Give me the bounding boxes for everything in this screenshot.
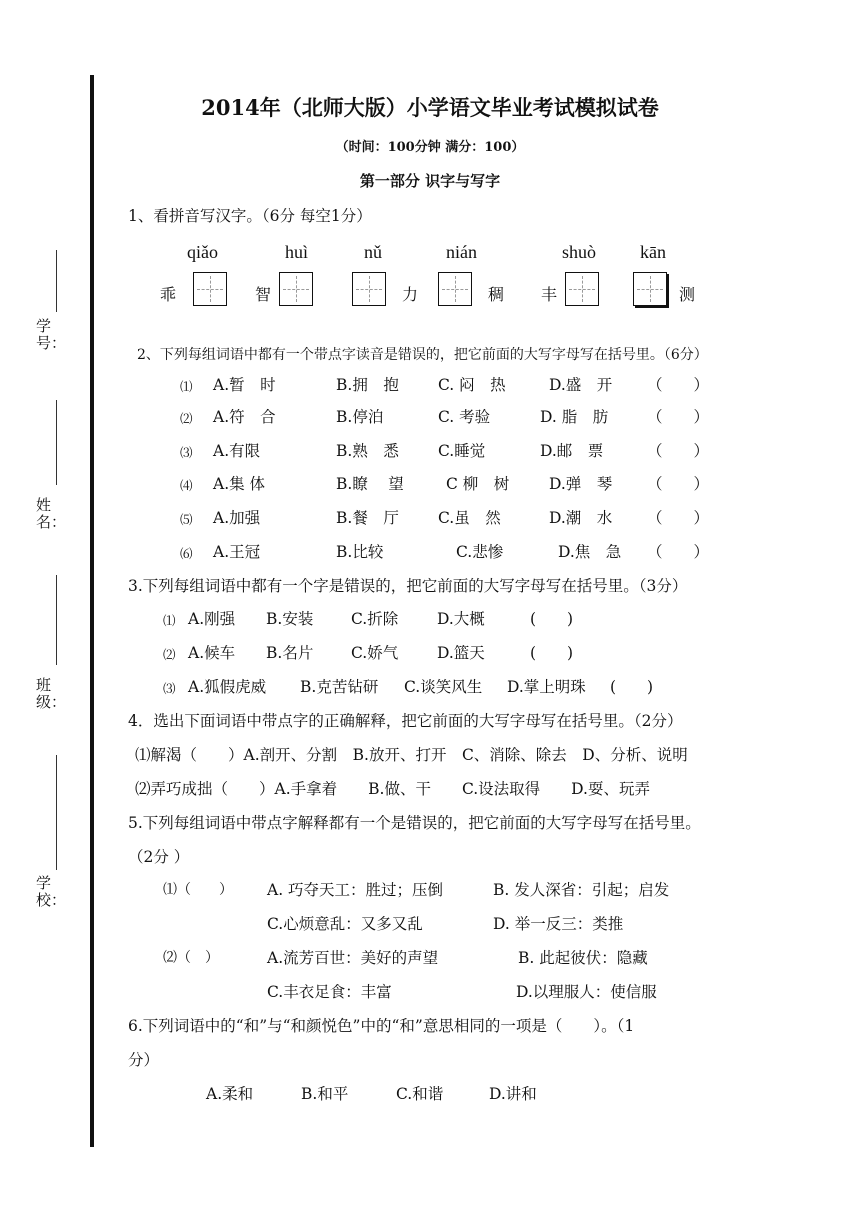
answer-parentheses[interactable]: ( ) bbox=[530, 610, 574, 628]
q2-stem: 2、下列每组词语中都有一个带点字读音是错误的，把它前面的大写字母写在括号里。（6分） bbox=[137, 347, 708, 363]
char-3: 力 bbox=[402, 285, 419, 304]
answer-parentheses[interactable]: （ ） bbox=[647, 376, 710, 394]
student-id-line bbox=[56, 250, 57, 312]
row-number: ⑹ bbox=[180, 546, 193, 561]
answer-box-3[interactable] bbox=[352, 272, 386, 306]
char-5: 丰 bbox=[541, 285, 558, 304]
row-number: ⑵ bbox=[163, 647, 176, 662]
row-number: ⑸ bbox=[180, 512, 193, 527]
char-4: 稠 bbox=[488, 285, 505, 304]
q5-g1-option-d: D. 举一反三：类推 bbox=[493, 915, 624, 933]
school-line bbox=[56, 755, 57, 870]
char-2: 智 bbox=[255, 285, 272, 304]
option-a: A.狐假虎威 bbox=[188, 678, 267, 696]
option-a: A.刚强 bbox=[188, 610, 236, 628]
answer-box-1[interactable] bbox=[193, 272, 227, 306]
option-a: A.加强 bbox=[213, 509, 261, 527]
q5-stem-continued: （2分 ） bbox=[128, 848, 190, 866]
answer-box-5[interactable] bbox=[565, 272, 599, 306]
q4-line-2: ⑵弄巧成拙（ ）A.手拿着 B.做、干 C.设法取得 D.耍、玩弄 bbox=[135, 780, 650, 798]
answer-parentheses[interactable]: （ ） bbox=[647, 475, 710, 493]
section-heading: 第一部分 识字与写字 bbox=[359, 172, 501, 190]
option-b: B.停泊 bbox=[336, 408, 384, 426]
q3-stem: 3.下列每组词语中都有一个字是错误的，把它前面的大写字母写在括号里。（3分） bbox=[128, 577, 688, 595]
option-d: D. 脂 肪 bbox=[540, 408, 609, 426]
q6-option-c: C.和谐 bbox=[396, 1085, 444, 1103]
q4-stem: 4．选出下面词语中带点字的正确解释，把它前面的大写字母写在括号里。（2分） bbox=[128, 712, 683, 730]
q5-g2-option-a: A.流芳百世：美好的声望 bbox=[267, 949, 439, 967]
row-number: ⑴ bbox=[180, 379, 193, 394]
pinyin-5: shuò bbox=[562, 242, 597, 262]
q6-option-a: A.柔和 bbox=[206, 1085, 254, 1103]
option-d: D.潮 水 bbox=[549, 509, 613, 527]
option-b: B.拥 抱 bbox=[336, 376, 399, 394]
pinyin-2: huì bbox=[285, 242, 309, 262]
answer-parentheses[interactable]: ( ) bbox=[530, 644, 574, 662]
option-a: A.候车 bbox=[188, 644, 236, 662]
q1-stem: 1、看拼音写汉字。（6分 每空1分） bbox=[128, 207, 372, 225]
q5-group-2-head[interactable]: ⑵（ ） bbox=[163, 950, 219, 966]
school-label: 学校： bbox=[36, 874, 67, 909]
option-c: C.娇气 bbox=[351, 644, 399, 662]
option-c: C.虽 然 bbox=[438, 509, 501, 527]
q5-stem: 5.下列每组词语中带点字解释都有一个是错误的，把它前面的大写字母写在括号里。 bbox=[128, 814, 701, 832]
row-number: ⑶ bbox=[163, 681, 176, 696]
student-id-label: 学号： bbox=[36, 317, 67, 352]
option-d: D.篮天 bbox=[437, 644, 485, 662]
class-label: 班级： bbox=[36, 676, 67, 711]
option-b: B.餐 厅 bbox=[336, 509, 399, 527]
option-c: C 柳 树 bbox=[446, 475, 510, 493]
name-line bbox=[56, 400, 57, 485]
option-d: D.盛 开 bbox=[549, 376, 613, 394]
option-b: B.熟 悉 bbox=[336, 442, 399, 460]
row-number: ⑷ bbox=[180, 478, 193, 493]
option-c: C.悲惨 bbox=[456, 543, 504, 561]
answer-parentheses[interactable]: （ ） bbox=[647, 509, 710, 527]
pinyin-3: nǔ bbox=[364, 242, 382, 262]
answer-parentheses[interactable]: （ ） bbox=[647, 543, 710, 561]
exam-time-score: （时间：100分钟 满分：100） bbox=[335, 140, 525, 155]
option-c: C. 闷 热 bbox=[438, 376, 506, 394]
q5-g2-option-d: D.以理服人：使信服 bbox=[516, 983, 657, 1001]
option-a: A.王冠 bbox=[213, 543, 261, 561]
answer-box-2[interactable] bbox=[279, 272, 313, 306]
pinyin-4: nián bbox=[446, 242, 477, 262]
q5-group-1-head[interactable]: ⑴（ ） bbox=[163, 882, 233, 898]
name-label: 姓名： bbox=[36, 496, 67, 531]
option-a: A.符 合 bbox=[213, 408, 276, 426]
option-b: B.比较 bbox=[336, 543, 384, 561]
binding-line bbox=[90, 75, 94, 1147]
option-d: D.掌上明珠 bbox=[507, 678, 586, 696]
option-b: B.瞭 望 bbox=[336, 475, 404, 493]
answer-parentheses[interactable]: ( ) bbox=[610, 678, 654, 696]
option-d: D.弹 琴 bbox=[549, 475, 613, 493]
option-a: A.有限 bbox=[213, 442, 261, 460]
q5-g1-option-a: A. 巧夺天工：胜过；压倒 bbox=[267, 881, 444, 899]
option-a: A.集 体 bbox=[213, 475, 266, 493]
char-6: 测 bbox=[679, 285, 696, 304]
q5-g1-option-c: C.心烦意乱：又多又乱 bbox=[267, 915, 423, 933]
option-b: B.名片 bbox=[266, 644, 314, 662]
answer-box-4[interactable] bbox=[438, 272, 472, 306]
class-line bbox=[56, 575, 57, 665]
option-b: B.克苦钻研 bbox=[300, 678, 379, 696]
answer-parentheses[interactable]: （ ） bbox=[647, 408, 710, 426]
option-b: B.安装 bbox=[266, 610, 314, 628]
option-c: C.睡觉 bbox=[438, 442, 486, 460]
answer-parentheses[interactable]: （ ） bbox=[647, 442, 710, 460]
pinyin-6: kān bbox=[640, 242, 666, 262]
option-a: A.暂 时 bbox=[213, 376, 276, 394]
answer-box-6[interactable] bbox=[633, 272, 667, 306]
pinyin-1: qiǎo bbox=[187, 242, 218, 262]
q5-g2-option-b: B. 此起彼伏：隐藏 bbox=[518, 949, 648, 967]
q6-stem: 6.下列词语中的“和”与“和颜悦色”中的“和”意思相同的一项是（ ）。（1 bbox=[128, 1017, 635, 1035]
q4-line-1: ⑴解渴（ ）A.剖开、分割 B.放开、打开 C、消除、除去 D、分析、说明 bbox=[135, 746, 688, 764]
q6-stem-continued: 分） bbox=[128, 1051, 160, 1069]
option-d: D.大概 bbox=[437, 610, 485, 628]
option-d: D.邮 票 bbox=[540, 442, 604, 460]
q6-option-b: B.和平 bbox=[301, 1085, 349, 1103]
option-c: C.折除 bbox=[351, 610, 399, 628]
q5-g1-option-b: B. 发人深省：引起；启发 bbox=[493, 881, 670, 899]
page-title: 2014年（北师大版）小学语文毕业考试模拟试卷 bbox=[201, 95, 659, 120]
row-number: ⑵ bbox=[180, 411, 193, 426]
q5-g2-option-c: C.丰衣足食：丰富 bbox=[267, 983, 392, 1001]
row-number: ⑶ bbox=[180, 445, 193, 460]
option-c: C. 考验 bbox=[438, 408, 491, 426]
q6-option-d: D.讲和 bbox=[489, 1085, 537, 1103]
option-d: D.焦 急 bbox=[558, 543, 622, 561]
option-c: C.谈笑风生 bbox=[404, 678, 483, 696]
char-1: 乖 bbox=[160, 285, 177, 304]
row-number: ⑴ bbox=[163, 613, 176, 628]
